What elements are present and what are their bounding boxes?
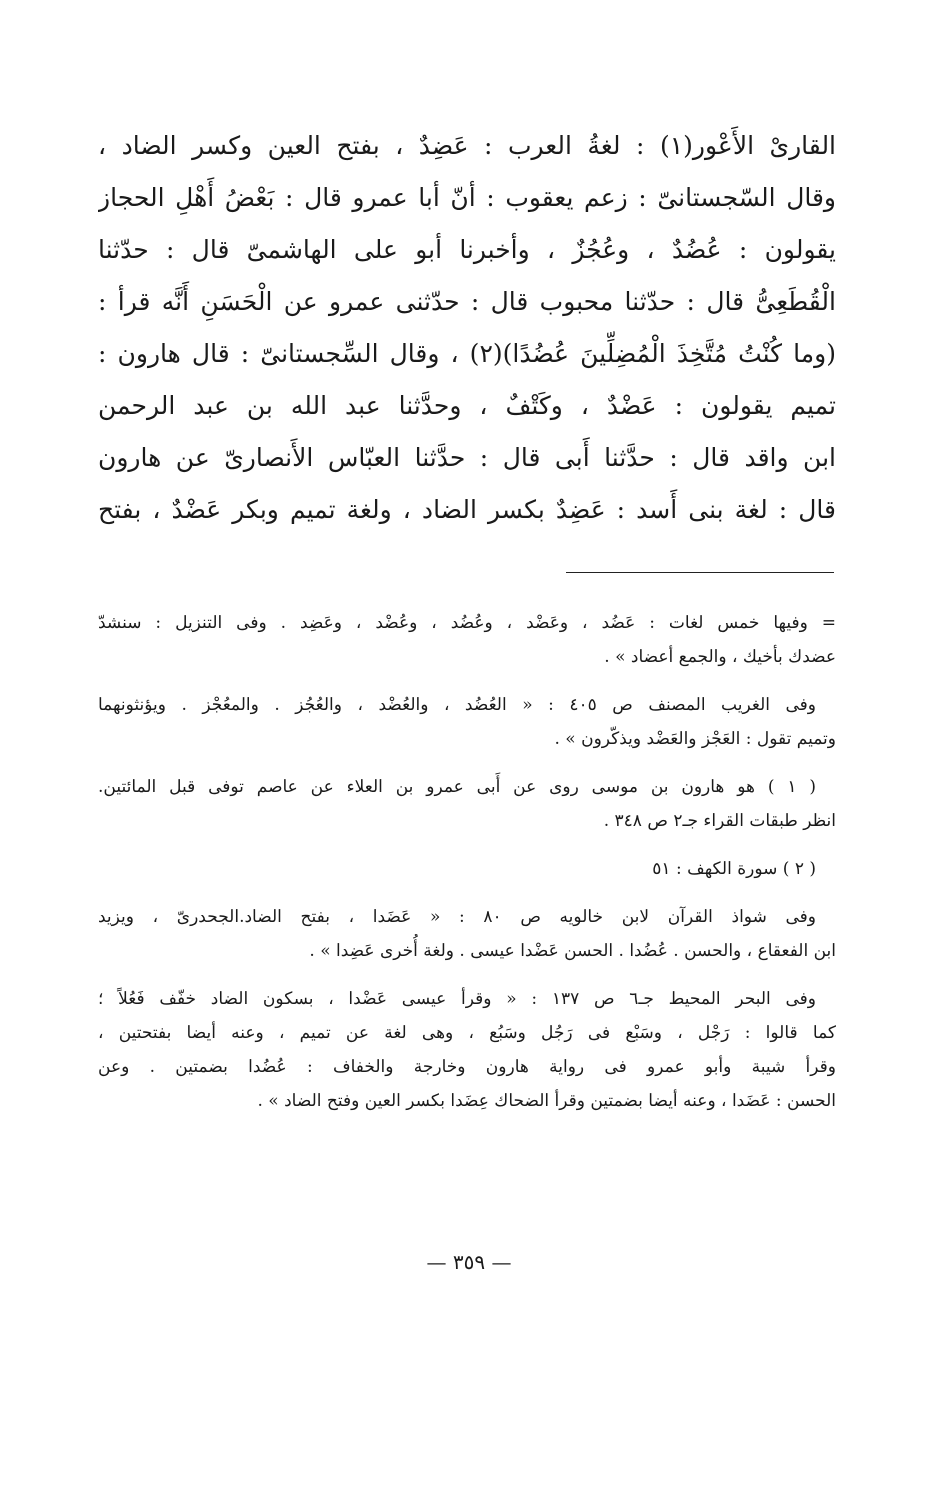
main-text-line: القارىْ الأَعْور(١) : لغةُ العرب : عَضِدٌ ، بفتح العين وكسر الضاد ،: [98, 131, 836, 160]
footnote-bahr: [98, 982, 836, 1118]
footnote-line: وفى شواذ القرآن لابن خالويه ص ٨٠ : « عَضَدا ، بفتح الضاد.الجحدرىّ ، ويزيد: [98, 907, 816, 927]
footnote-line: وتميم تقول : العَجْز والعَضْد ويذكّرون » .: [554, 729, 836, 749]
page-number: — ٣٥٩ —: [426, 1250, 512, 1274]
footnote-separator: [566, 572, 834, 573]
footnote-line: ( ٢ ) سورة الكهف : ٥١: [652, 859, 816, 879]
footnote-1: [98, 770, 836, 838]
footnote-line: كما قالوا : رَجْل ، وسَبْع فى رَجُل وسَبُع ، وهى لغة عن تميم ، وعنه أيضا بفتحتين ،: [98, 1023, 836, 1043]
footnote-line: وفى البحر المحيط جـ٦ ص ١٣٧ : « وقرأ عيسى عَضْدا ، بسكون الضاد خفّف فَعُلاً ؛: [98, 989, 816, 1009]
main-text-line: قال : لغة بنى أَسد : عَضِدٌ بكسر الضاد ، ولغة تميم وبكر عَضْدٌ ، بفتح: [98, 495, 836, 524]
footnote-line: ابن الفعقاع ، والحسن . عُضُدا . الحسن عَضْدا عيسى . ولغة أُخرى عَضِدا » .: [309, 941, 836, 961]
footnote-line: ( ١ ) هو هارون بن موسى روى عن أَبى عمرو بن العلاء عن عاصم توفى قبل المائتين.: [98, 777, 816, 797]
footnote-shawadh: [98, 900, 836, 968]
main-text-line: (وما كُنْتُ مُتَّخِذَ الْمُضِلِّينَ عُضُدًا)(٢) ، وقال السِّجستانىّ : قال هارون :: [98, 339, 836, 368]
footnote-gharib: [98, 688, 836, 756]
footnote-line: انظر طبقات القراء جـ٢ ص ٣٤٨ .: [603, 811, 836, 831]
footnote-line: الحسن : عَضَدا ، وعنه أيضا بضمتين وقرأ الضحاك عِضَدا بكسر العين وفتح الضاد » .: [257, 1091, 836, 1111]
main-text-line: الْقُطَعِىُّ قال : حدّثنا محبوب قال : حدّثنى عمرو عن الْحَسَنِ أَنَّه قرأ :: [98, 287, 836, 316]
footnote-line: وفى الغريب المصنف ص ٤٠٥ : « العُضُد ، والعُضْد ، والعُجُز . والمعُجْز . ويؤنثونهما: [98, 695, 816, 715]
main-text-line: ابن واقد قال : حدَّثنا أَبى قال : حدَّثنا العبّاس الأَنصارىّ عن هارون: [98, 443, 836, 472]
footnote-continuation: [98, 606, 836, 674]
main-text-line: تميم يقولون : عَضْدٌ ، وكَتْفٌ ، وحدَّثنا عبد الله بن عبد الرحمن: [98, 391, 836, 420]
footnote-line: = وفيها خمس لغات : عَضُد ، وعَضْد ، وعُضُد ، وعُضْد ، وعَضِد . وفى التنزيل : سنشدّ: [98, 613, 836, 633]
footnote-2: [98, 852, 836, 886]
main-text-line: يقولون : عُضُدٌ ، وعُجُزٌ ، وأخبرنا أبو على الهاشمىّ قال : حدّثنا: [98, 235, 836, 264]
footnote-line: عضدك بأخيك ، والجمع أعضاد » .: [604, 647, 836, 667]
main-text-block: [98, 120, 836, 536]
footnote-line: وقرأ شيبة وأبو عمرو فى رواية هارون وخارجة والخفاف : عُضُدا بضمتين . وعن: [98, 1057, 836, 1077]
footnotes-block: [98, 606, 836, 1132]
main-text-line: وقال السّجستانىّ : زعم يعقوب : أنّ أبا عمرو قال : بَعْضُ أَهْلِ الحجاز: [98, 183, 836, 212]
